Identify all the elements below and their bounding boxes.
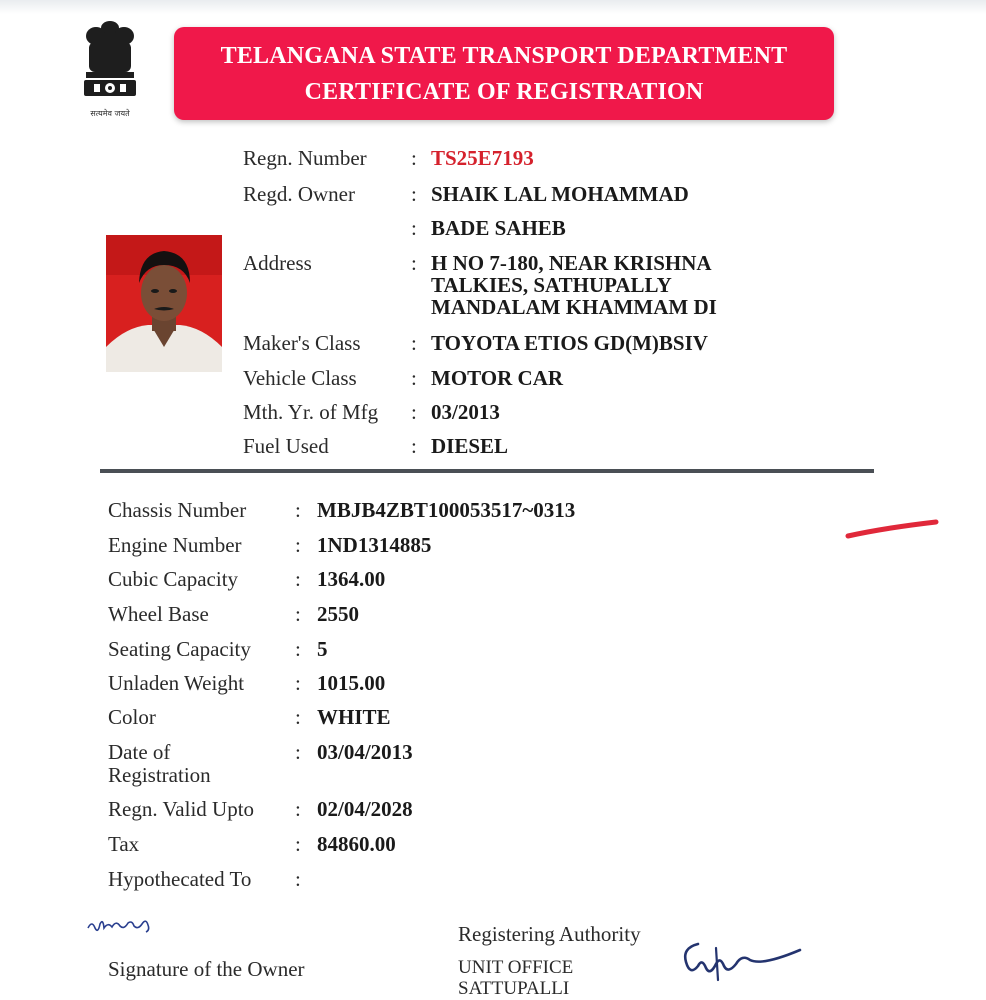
authority-office-line-2: SATTUPALLI [458,978,570,999]
colon: : [411,182,417,206]
fuel-label: Fuel Used [243,434,329,458]
address-line-3: MANDALAM KHAMMAM DI [431,295,717,319]
colon: : [295,602,301,626]
owner-signature-label: Signature of the Owner [108,957,305,981]
colon: : [411,400,417,424]
address-label: Address [243,251,312,275]
engine-value: 1ND1314885 [317,533,432,557]
valid-upto-label: Regn. Valid Upto [108,797,255,821]
colon: : [295,567,301,591]
colon: : [411,366,417,390]
authority-office-line-1: UNIT OFFICE [458,957,574,978]
colon: : [295,867,301,891]
unladen-value: 1015.00 [317,671,386,695]
colon: : [411,146,417,170]
vehicle-class-value: MOTOR CAR [431,366,564,390]
national-emblem-icon [74,18,146,122]
chassis-value: MBJB4ZBT100053517~0313 [317,498,576,522]
cubic-label: Cubic Capacity [108,567,239,591]
authority-office [458,957,573,999]
colon: : [295,498,301,522]
date-registration-label-1: Date of [108,740,171,764]
wheel-base-label: Wheel Base [108,602,209,626]
colon: : [411,434,417,458]
valid-upto-value: 02/04/2028 [317,797,413,821]
regn-number-label: Regn. Number [243,146,367,170]
color-label: Color [108,705,156,729]
cubic-value: 1364.00 [317,567,386,591]
mfg-label: Mth. Yr. of Mfg [243,400,379,424]
colon: : [295,533,301,557]
date-registration-value: 03/04/2013 [317,740,413,764]
header-line-1: TELANGANA STATE TRANSPORT DEPARTMENT [220,42,788,69]
seating-label: Seating Capacity [108,637,251,661]
red-pen-mark [844,518,940,540]
owner-signature [86,914,156,940]
address-line-2: TALKIES, SATHUPALLY [431,273,672,297]
mfg-value: 03/2013 [431,400,500,424]
top-edge-shade [0,0,986,14]
certificate-header [174,27,834,120]
address-line-1: H NO 7-180, NEAR KRISHNA [431,251,712,275]
colon: : [411,216,417,240]
section-divider [100,469,874,473]
regd-owner-label: Regd. Owner [243,182,355,206]
colon: : [295,705,301,729]
chassis-label: Chassis Number [108,498,247,522]
owner-line2-value: BADE SAHEB [431,216,566,240]
color-value: WHITE [317,705,391,729]
colon: : [411,251,417,275]
unladen-label: Unladen Weight [108,671,245,695]
svg-text:सत्यमेव जयते: सत्यमेव जयते [90,109,130,118]
date-registration-label-2: Registration [108,763,211,787]
tax-label: Tax [108,832,140,856]
regd-owner-value: SHAIK LAL MOHAMMAD [431,182,689,206]
colon: : [295,832,301,856]
tax-value: 84860.00 [317,832,396,856]
makers-class-label: Maker's Class [243,331,361,355]
owner-photo [106,235,222,372]
seating-value: 5 [317,637,328,661]
fuel-value: DIESEL [431,434,509,458]
regn-number-value: TS25E7193 [431,146,534,170]
authority-signature [676,936,804,986]
colon: : [295,797,301,821]
wheel-base-value: 2550 [317,602,359,626]
colon: : [295,637,301,661]
makers-class-value: TOYOTA ETIOS GD(M)BSIV [431,331,708,355]
hypothecated-label: Hypothecated To [108,867,252,891]
header-line-2: CERTIFICATE OF REGISTRATION [304,78,704,105]
vehicle-class-label: Vehicle Class [243,366,357,390]
colon: : [295,671,301,695]
engine-label: Engine Number [108,533,242,557]
registering-authority-title: Registering Authority [458,922,641,946]
colon: : [411,331,417,355]
colon: : [295,740,301,764]
